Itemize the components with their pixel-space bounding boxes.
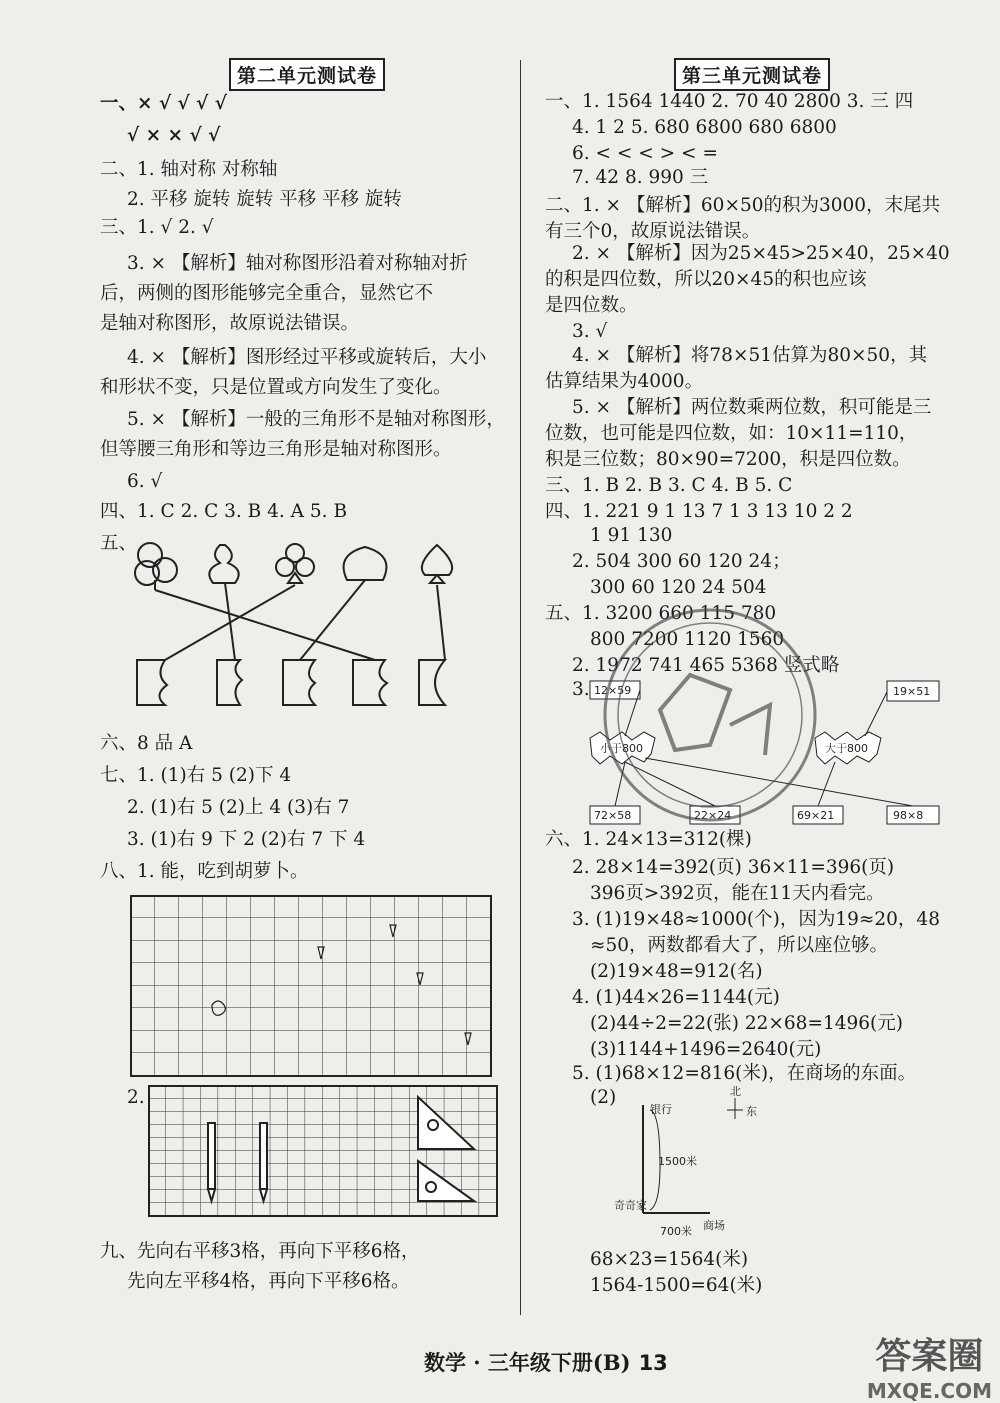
- left-line: 二、1. 轴对称 对称轴: [100, 159, 278, 180]
- left-line: 4. × 【解析】图形经过平移或旋转后，大小: [127, 347, 487, 368]
- right-line: (2): [590, 1087, 617, 1108]
- left-line: 七、1. (1)右 5 (2)下 4: [100, 765, 292, 786]
- right-line: 800 7200 1120 1560: [590, 629, 785, 650]
- map-label-distance-east: 700米: [660, 1225, 692, 1238]
- left-line: 和形状不变，只是位置或方向发生了变化。: [100, 377, 452, 398]
- stamp-watermark-icon: [580, 595, 840, 835]
- right-line: 估算结果为4000。: [545, 371, 704, 392]
- right-line: 7. 42 8. 990 三: [572, 167, 709, 188]
- right-line: 300 60 120 24 504: [590, 577, 767, 598]
- right-line: 5. (1)68×12=816(米)，在商场的东面。: [572, 1063, 917, 1084]
- left-line: 2.: [127, 1087, 145, 1108]
- left-line: 八、1. 能，吃到胡萝卜。: [100, 861, 309, 882]
- map-label-east: 东: [746, 1105, 757, 1118]
- map-label-bank: 银行: [650, 1103, 672, 1116]
- watermark-site: MXQE.COM: [866, 1379, 992, 1403]
- right-line: 2. 28×14=392(页) 36×11=396(页): [572, 857, 895, 878]
- map-label-home: 奇奇家: [614, 1199, 647, 1212]
- right-line: 是四位数。: [545, 295, 638, 316]
- right-line: 位数，也可能是四位数，如：10×11=110，: [545, 423, 918, 444]
- right-section-title: 第三单元测试卷: [674, 58, 830, 91]
- site-watermark: [867, 1328, 992, 1403]
- watermark-main: 答案圈: [875, 1336, 984, 1377]
- left-line: 3. × 【解析】轴对称图形沿着对称轴对折: [127, 253, 468, 274]
- right-line: 5. × 【解析】两位数乘两位数，积可能是三: [572, 397, 932, 418]
- right-line: 四、1. 221 9 1 13 7 1 3 13 10 2 2: [545, 501, 853, 522]
- left-line: 5. × 【解析】一般的三角形不是轴对称图形，: [127, 409, 505, 430]
- right-line: 3. (1)19×48≈1000(个)，因为19≈20，48: [572, 909, 940, 930]
- rabbit-carrot-grid: [130, 895, 492, 1077]
- match-box-label: 19×51: [893, 685, 931, 698]
- right-line: 1 91 130: [590, 525, 673, 546]
- match-box-label: 98×8: [893, 809, 924, 822]
- map-label-north: 北: [730, 1085, 741, 1098]
- right-line: ≈50，两数都看大了，所以座位够。: [590, 935, 889, 956]
- right-line: 2. 504 300 60 120 24；: [572, 551, 791, 572]
- right-line: 有三个0，故原说法错误。: [545, 221, 761, 242]
- match-box-label: 大于800: [825, 742, 868, 755]
- left-line: 九、先向右平移3格，再向下平移6格，: [100, 1241, 420, 1262]
- left-line: 但等腰三角形和等边三角形是轴对称图形。: [100, 439, 452, 460]
- map-label-mall: 商场: [703, 1219, 725, 1232]
- right-line: 二、1. × 【解析】60×50的积为3000，末尾共: [545, 195, 941, 216]
- page-number: 13: [638, 1351, 668, 1375]
- right-line: 4. × 【解析】将78×51估算为80×50，其: [572, 345, 928, 366]
- left-line: 四、1. C 2. C 3. B 4. A 5. B: [100, 501, 348, 522]
- page-footer: [424, 1347, 668, 1377]
- right-line: 1564-1500=64(米): [590, 1275, 763, 1296]
- right-line: 六、1. 24×13=312(棵): [545, 829, 752, 850]
- match-box-label: 小于800: [600, 742, 643, 755]
- left-line: 2. 平移 旋转 旋转 平移 平移 旋转: [127, 189, 402, 210]
- left-section-title: 第二单元测试卷: [229, 58, 385, 91]
- route-map-figure: [610, 1085, 810, 1245]
- right-line: 4. 1 2 5. 680 6800 680 6800: [572, 117, 837, 138]
- right-line: 4. (1)44×26=1144(元): [572, 987, 780, 1008]
- left-line: 2. (1)右 5 (2)上 4 (3)右 7: [127, 797, 350, 818]
- right-line: 396页>392页，能在11天内看完。: [590, 883, 885, 904]
- right-line: 的积是四位数，所以20×45的积也应该: [545, 269, 867, 290]
- left-line: 五、: [100, 533, 138, 554]
- match-box-label: 12×59: [594, 684, 632, 697]
- right-line: 6. < < < > < =: [572, 143, 718, 164]
- left-line: 六、8 品 A: [100, 733, 193, 754]
- right-line: 五、1. 3200 660 115 780: [545, 603, 777, 624]
- match-box-label: 69×21: [797, 809, 835, 822]
- left-line: 先向左平移4格，再向下平移6格。: [127, 1271, 410, 1292]
- left-line: 一、× √ √ √ √: [100, 93, 227, 114]
- match-box-label: 22×24: [694, 809, 732, 822]
- right-line: 积是三位数；80×90=7200，积是四位数。: [545, 449, 911, 470]
- left-line: 三、1. √ 2. √: [100, 217, 214, 238]
- right-line: (2)44÷2=22(张) 22×68=1496(元): [590, 1013, 903, 1034]
- map-label-distance-north: 1500米: [658, 1155, 697, 1168]
- left-line: 6. √: [127, 471, 163, 492]
- left-line: 后，两侧的图形能够完全重合，显然它不: [100, 283, 434, 304]
- column-divider: [520, 60, 521, 1315]
- left-line: 是轴对称图形，故原说法错误。: [100, 313, 360, 334]
- right-line: 68×23=1564(米): [590, 1249, 749, 1270]
- right-line: 三、1. B 2. B 3. C 4. B 5. C: [545, 475, 793, 496]
- right-line: (2)19×48=912(名): [590, 961, 763, 982]
- left-line: √ × × √ √: [127, 125, 221, 146]
- match-box-label: 72×58: [594, 809, 632, 822]
- right-line: 3. √: [572, 321, 608, 342]
- right-line: 2. × 【解析】因为25×45>25×40，25×40: [572, 243, 950, 264]
- left-line: 3. (1)右 9 下 2 (2)右 7 下 4: [127, 829, 366, 850]
- right-line: 3.: [572, 679, 590, 700]
- right-line: (3)1144+1496=2640(元): [590, 1039, 822, 1060]
- right-line: 2. 1972 741 465 5368 竖式略: [572, 655, 840, 676]
- translation-grid: [148, 1085, 498, 1217]
- matching-shapes-figure: [125, 535, 475, 715]
- right-line: 一、1. 1564 1440 2. 70 40 2800 3. 三 四: [545, 91, 914, 112]
- footer-subject: 数学 · 三年级下册(B): [424, 1350, 631, 1375]
